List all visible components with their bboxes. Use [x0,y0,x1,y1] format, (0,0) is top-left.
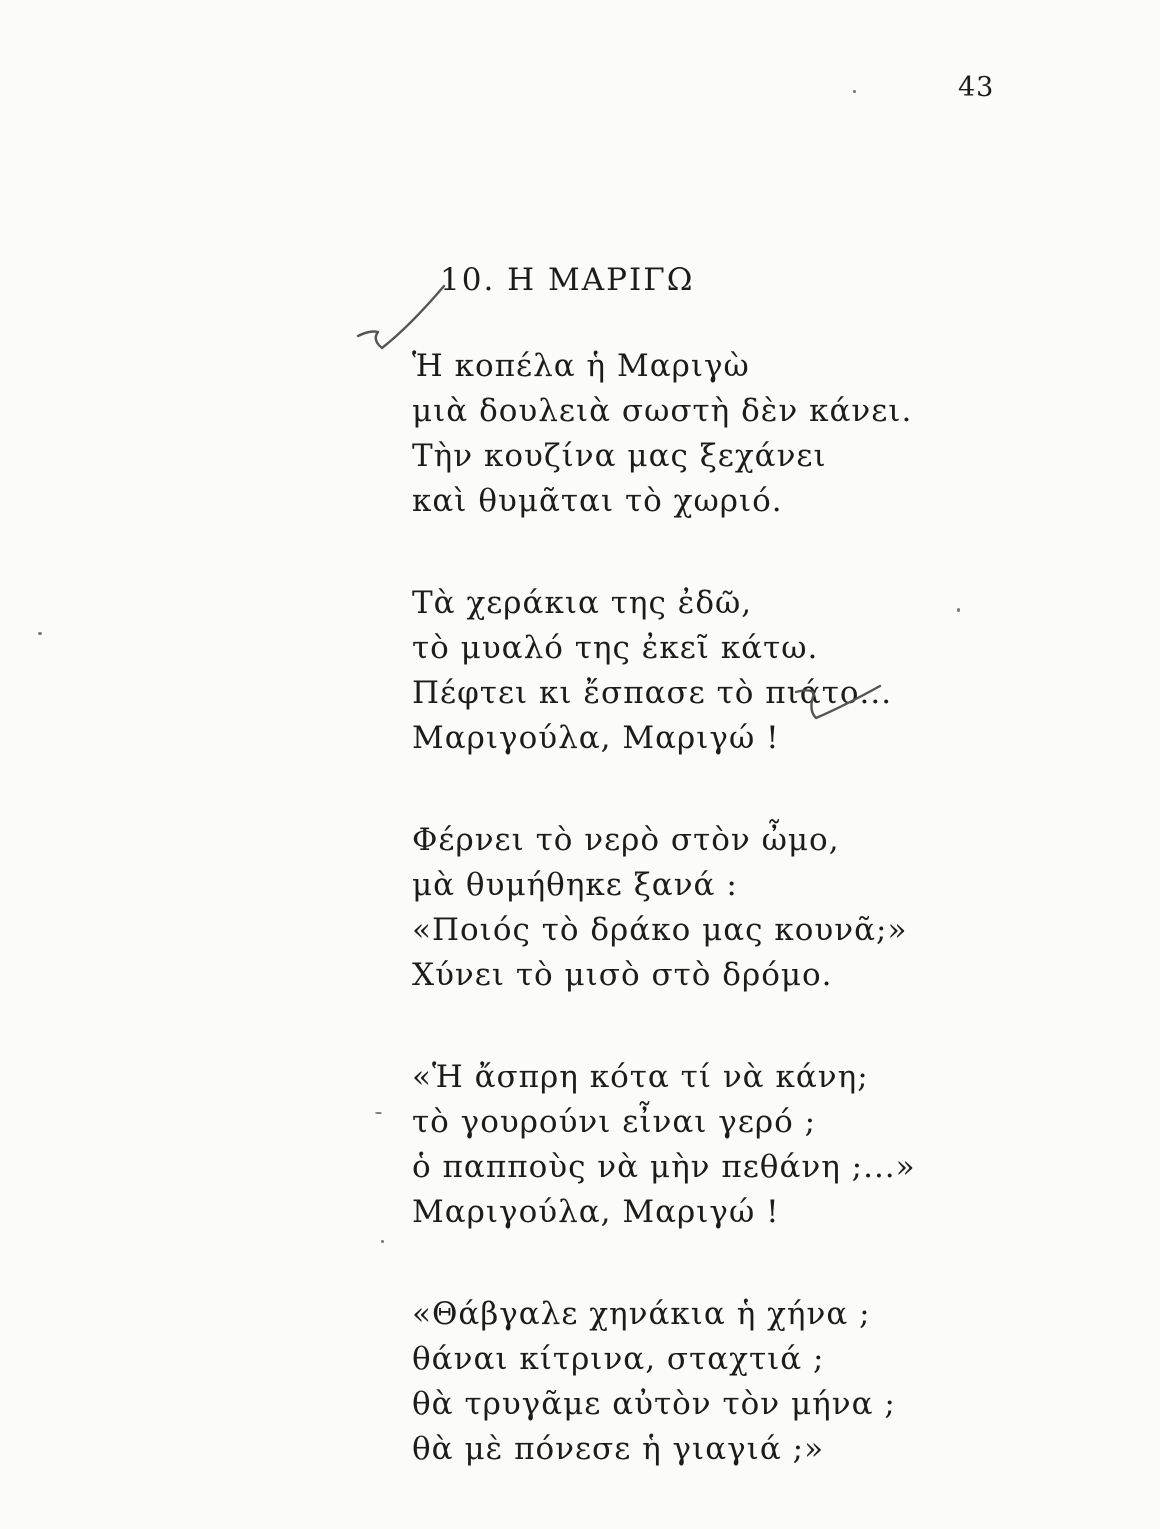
verse-line: θὰ τρυγᾶμε αὐτὸν τὸν μήνα ; [412,1386,896,1422]
verse-line: ὁ παπποὺς νὰ μὴν πεθάνη ;...» [412,1149,916,1185]
verse-line: θὰ μὲ πόνεσε ἡ γιαγιά ;» [412,1431,825,1467]
verse-line: τὸ μυαλό της ἐκεῖ κάτω. [412,630,819,666]
verse-line: Φέρνει τὸ νερὸ στὸν ὦμο, [412,822,840,858]
verse-line: Ἡ κοπέλα ἡ Μαριγὼ [412,348,750,384]
verse-line: μὰ θυμήθηκε ξανά : [412,867,738,903]
stanza-4 [412,1055,952,1235]
stanza-1 [412,344,952,524]
verse-line: μιὰ δουλειὰ σωστὴ δὲν κάνει. [412,393,913,429]
verse-line: «Ἡ ἄσπρη κότα τί νὰ κάνη; [412,1059,869,1095]
stanza-5 [412,1292,952,1472]
verse-line: Μαριγούλα, Μαριγώ ! [412,1194,780,1230]
verse-line: Τὴν κουζίνα μας ξεχάνει [412,438,827,474]
poem-title: 10. Η ΜΑΡΙΓΩ [440,262,695,298]
stanza-2 [412,581,952,761]
stanza-3 [412,818,952,998]
poem-body [412,344,952,1529]
verse-line: Χύνει τὸ μισὸ στὸ δρόμο. [412,957,833,993]
verse-line: Πέφτει κι ἔσπασε τὸ πιάτο... [412,675,893,711]
verse-line: Τὰ χεράκια της ἐδῶ, [412,585,753,621]
verse-line: τὸ γουρούνι εἶναι γερό ; [412,1104,817,1140]
verse-line: θάναι κίτρινα, σταχτιά ; [412,1341,825,1377]
scan-speck [381,1240,384,1243]
scan-speck [957,608,960,612]
verse-line: Μαριγούλα, Μαριγώ ! [412,720,780,756]
scan-speck [853,90,856,93]
verse-line: «Ποιός τὸ δράκο μας κουνᾶ;» [412,912,908,948]
scan-speck [375,1112,382,1114]
verse-line: «Θάβγαλε χηνάκια ἡ χήνα ; [412,1296,871,1332]
verse-line: καὶ θυμᾶται τὸ χωριό. [412,483,783,519]
scan-speck [38,632,42,635]
page-number: 43 [958,72,995,103]
